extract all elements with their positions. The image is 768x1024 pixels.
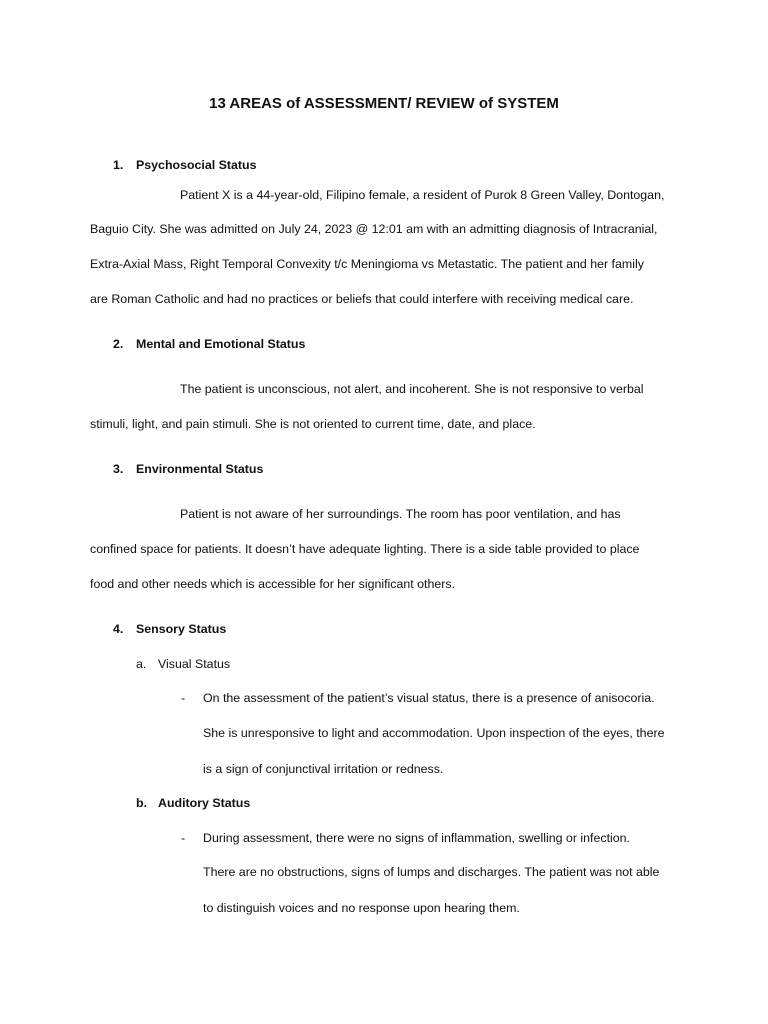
section-heading-mental-emotional: Mental and Emotional Status xyxy=(136,337,306,351)
bullet-line: is a sign of conjunctival irritation or redness. xyxy=(203,762,444,776)
bullet-line: During assessment, there were no signs of inflammation, swelling or infection. xyxy=(203,831,630,845)
subsection-heading-visual: Visual Status xyxy=(158,657,231,671)
section-heading-sensory: Sensory Status xyxy=(136,622,227,636)
section-heading-psychosocial: Psychosocial Status xyxy=(136,158,257,172)
paragraph-line: confined space for patients. It doesn’t have adequate lighting. There is a side table provided to place xyxy=(90,542,640,556)
bullet-dash: - xyxy=(181,831,186,845)
section-number: 1. xyxy=(113,158,124,172)
paragraph-line: The patient is unconscious, not alert, and incoherent. She is not responsive to verbal xyxy=(180,382,644,396)
bullet-line: There are no obstructions, signs of lumps and discharges. The patient was not able xyxy=(203,865,660,879)
subsection-letter: b. xyxy=(136,796,148,810)
section-heading-environmental: Environmental Status xyxy=(136,462,264,476)
subsection-heading-auditory: Auditory Status xyxy=(158,796,251,810)
paragraph-line: stimuli, light, and pain stimuli. She is not oriented to current time, date, and place. xyxy=(90,417,536,431)
paragraph-line: Extra-Axial Mass, Right Temporal Convexity t/c Meningioma vs Metastatic. The patient and her family xyxy=(90,257,644,271)
subsection-letter: a. xyxy=(136,657,147,671)
bullet-line: On the assessment of the patient’s visual status, there is a presence of anisocoria. xyxy=(203,691,655,705)
paragraph-line: are Roman Catholic and had no practices or beliefs that could interfere with receiving medical care. xyxy=(90,292,634,306)
paragraph-line: Patient X is a 44-year-old, Filipino female, a resident of Purok 8 Green Valley, Dontogan, xyxy=(180,188,665,202)
document-title: 13 AREAS of ASSESSMENT/ REVIEW of SYSTEM xyxy=(209,95,559,112)
paragraph-line: Baguio City. She was admitted on July 24, 2023 @ 12:01 am with an admitting diagnosis of Intracranial, xyxy=(90,222,658,236)
paragraph-line: food and other needs which is accessible for her significant others. xyxy=(90,577,456,591)
section-number: 4. xyxy=(113,622,124,636)
section-number: 2. xyxy=(113,337,124,351)
bullet-dash: - xyxy=(181,691,186,705)
bullet-line: She is unresponsive to light and accommodation. Upon inspection of the eyes, there xyxy=(203,726,665,740)
section-number: 3. xyxy=(113,462,124,476)
bullet-line: to distinguish voices and no response upon hearing them. xyxy=(203,901,520,915)
paragraph-line: Patient is not aware of her surroundings. The room has poor ventilation, and has xyxy=(180,507,621,521)
